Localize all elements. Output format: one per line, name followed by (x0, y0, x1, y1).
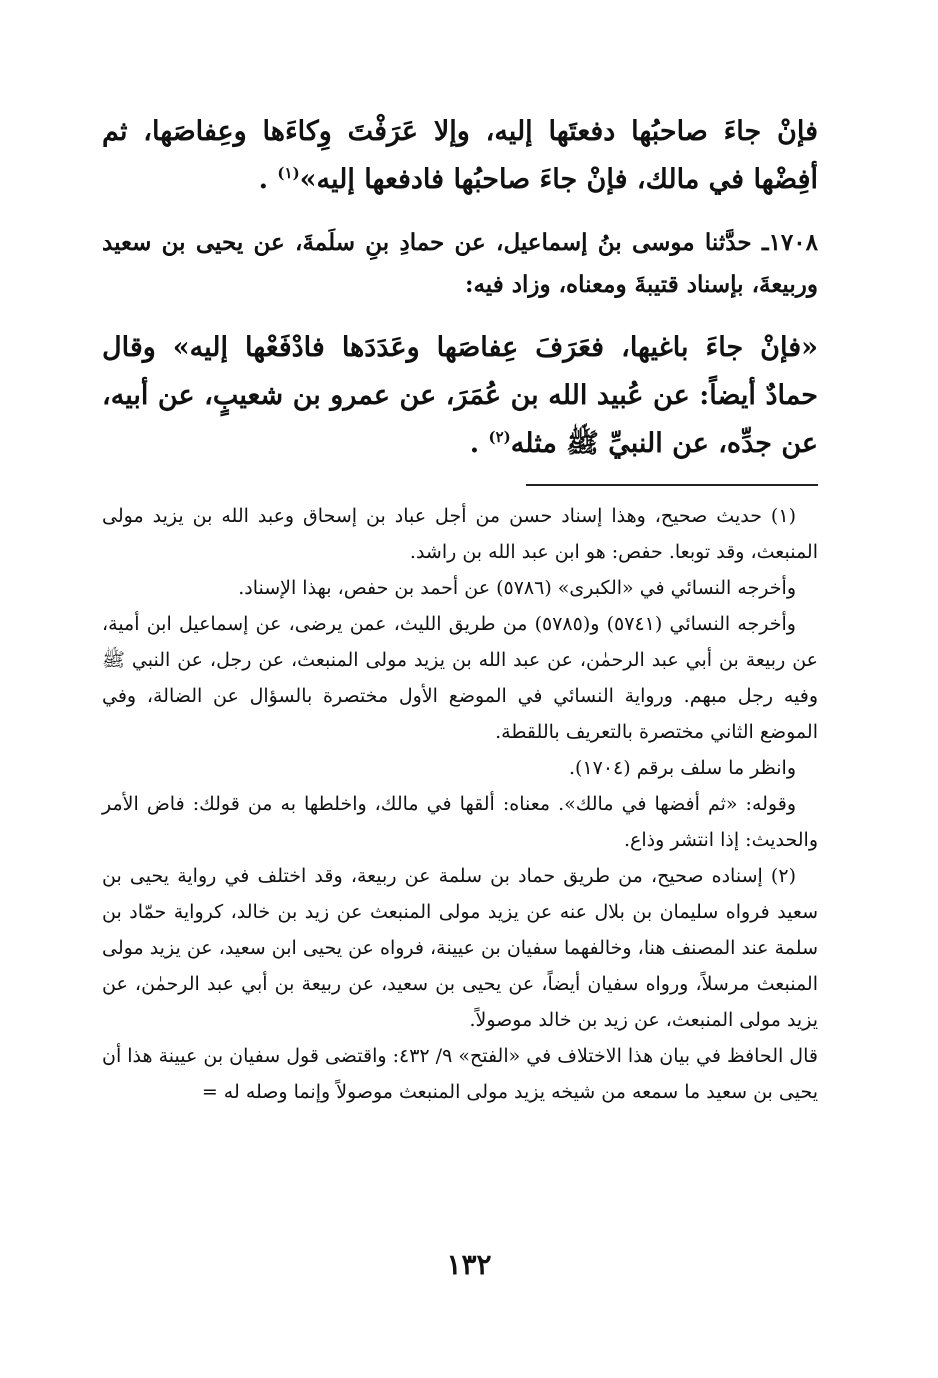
hadith-paragraph-1-end: . (258, 164, 278, 195)
footnote-2: (٢) إسناده صحيح، من طريق حماد بن سلمة عن ربيعة، وقد اختلف في رواية يحيى بن سعيد فرواه سليمان بن بلال عنه عن يزيد مولى المنبعث عن زيد بن خالد، كرواية حمّاد بن سلمة عند المصنف هنا، وخالفهما سفيان بن عيينة، فرواه عن يحيى ابن سعيد، عن يزيد مولى المنبعث مرسلاً، ورواه سفيان أيضاً، عن يحيى بن سعيد، عن ربيعة بن أبي عبد الرحمٰن، عن يزيد مولى المنبعث، عن زيد بن خالد موصولاً. (102, 865, 818, 1031)
hadith-paragraph-3-end: . (469, 428, 489, 459)
page-number: ١٣٢ (446, 1248, 492, 1281)
footnote-ref-2: (٢) (488, 428, 511, 446)
hadith-paragraph-1 (102, 108, 818, 204)
footnote-separator (102, 484, 818, 486)
footnote-1: (١) حديث صحيح، وهذا إسناد حسن من أجل عباد بن إسحاق وعبد الله بن يزيد مولى المنبعث، وقد توبعا. حفص: هو ابن عبد الله بن راشد. (102, 505, 818, 563)
footnotes (102, 498, 818, 1110)
hadith-text (102, 108, 818, 468)
footnote-1-see-also: وانظر ما سلف برقم (١٧٠٤). (568, 757, 796, 779)
page-body (102, 108, 818, 1110)
footnote-1-meaning: وقوله: «ثم أفضها في مالك». معناه: ألقها في مالك، واخلطها به من قولك: فاض الأمر والحديث: إذا انتشر وذاع. (102, 793, 818, 851)
separator-line (526, 484, 818, 486)
hadith-paragraph-3-text: «فإنْ جاءَ باغيها، فعَرَفَ عِفاصَها وعَدَدَها فادْفَعْها إليه» وقال حمادٌ أيضاً: عن عُبيد الله بن عُمَرَ، عن عمرو بن شعيبٍ، عن أبيه، عن جدِّه، عن النبيِّ ﷺ مثله (102, 332, 818, 459)
footnote-2-hafiz: قال الحافظ في بيان هذا الاختلاف في «الفتح» ٩/ ٤٣٢: واقتضى قول سفيان بن عيينة هذا أن يحيى بن سعيد ما سمعه من شيخه يزيد مولى المنبعث موصولاً وإنما وصله له = (102, 1045, 818, 1103)
footnote-1-nasai-kubra: وأخرجه النسائي في «الكبرى» (٥٧٨٦) عن أحمد بن حفص، بهذا الإسناد. (238, 577, 796, 599)
hadith-paragraph-3 (102, 324, 818, 468)
footnote-ref-1: (١) (277, 164, 300, 182)
hadith-paragraph-1-text: فإنْ جاءَ صاحبُها دفعتَها إليه، وإلا عَرَفْتَ وِكاءَها وعِفاصَها، ثم أفِضْها في مالك، فإنْ جاءَ صاحبُها فادفعها إليه» (102, 116, 818, 195)
footnote-1-nasai: وأخرجه النسائي (٥٧٤١) و(٥٧٨٥) من طريق الليث، عمن يرضى، عن إسماعيل ابن أمية، عن ربيعة بن أبي عبد الرحمٰن، عن عبد الله بن يزيد مولى المنبعث، عن رجل، عن النبي ﷺ وفيه رجل مبهم. ورواية النسائي في الموضع الأول مختصرة بالسؤال عن الضالة، وفي الموضع الثاني مختصرة بالتعريف باللقطة. (102, 613, 818, 743)
hadith-1708-chain: ١٧٠٨ـ حدَّثنا موسى بنُ إسماعيل، عن حمادِ بنِ سلَمةَ، عن يحيى بن سعيد وربيعةَ، بإسناد قتيبةَ ومعناه، وزاد فيه: (102, 229, 818, 298)
